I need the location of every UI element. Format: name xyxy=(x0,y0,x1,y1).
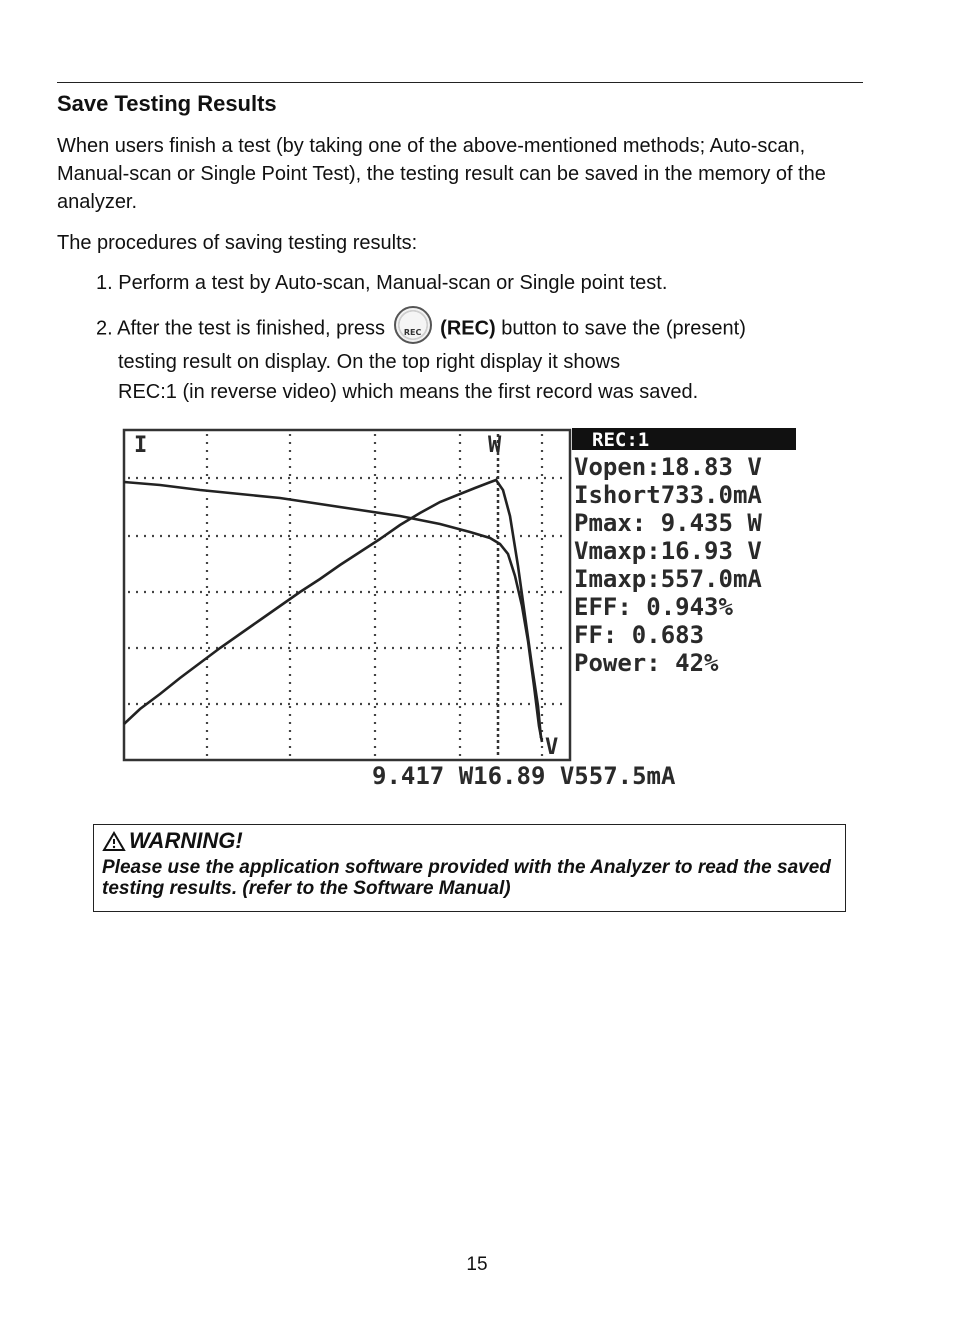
rec-header-text: REC:1 xyxy=(592,429,650,451)
page-number: 15 xyxy=(466,1254,488,1275)
analyzer-lcd-screenshot xyxy=(120,426,800,796)
step-2-line-2: testing result on display. On the top right display it shows xyxy=(118,351,621,373)
axis-i-label: I xyxy=(134,433,148,458)
reading-ff: FF: 0.683 xyxy=(574,621,705,649)
step-2-text-after: button to save the (present) xyxy=(501,317,746,340)
step-2-note: REC:1 (in reverse video) which means the first record was saved. xyxy=(118,381,699,403)
rec-button-label: (REC) xyxy=(440,317,496,340)
reading-vopen: Vopen:18.83 V xyxy=(574,453,762,481)
rec-button-icon xyxy=(394,306,432,344)
reading-vmaxp: Vmaxp:16.93 V xyxy=(574,537,762,565)
warning-body: Please use the application software provided with the Analyzer to read the saved testing results. (refer to the Software Manual) xyxy=(102,857,831,899)
step-1: 1. Perform a test by Auto-scan, Manual-scan or Single point test. xyxy=(96,272,668,294)
step-2 xyxy=(96,310,856,376)
axis-v-label: V xyxy=(545,735,559,760)
warning-header xyxy=(102,827,837,855)
warning-box xyxy=(93,824,846,912)
reading-imaxp: Imaxp:557.0mA xyxy=(574,565,762,593)
warning-triangle-icon xyxy=(102,831,126,852)
reading-power: Power: 42% xyxy=(574,649,719,677)
rec-icon-label: REC xyxy=(403,328,422,337)
step-2-text: 2. After the test is finished, press xyxy=(96,317,386,340)
cursor-readout: 9.417 W16.89 V557.5mA xyxy=(372,762,676,790)
reading-ishort: Ishort733.0mA xyxy=(574,481,762,509)
intro-paragraph: When users finish a test (by taking one of the above-mentioned methods; Auto-scan, Manual-scan or Single Point Test), the testing result can be saved in the memory of the analyzer. xyxy=(57,135,826,213)
axis-w-label: W xyxy=(488,433,502,458)
top-rule xyxy=(57,82,863,83)
section-title: Save Testing Results xyxy=(57,91,277,116)
reading-pmax: Pmax: 9.435 W xyxy=(574,509,762,537)
plot-frame xyxy=(124,430,570,760)
warning-title: WARNING! xyxy=(129,828,243,853)
readings-panel xyxy=(574,453,762,677)
procedures-label: The procedures of saving testing results: xyxy=(57,232,418,254)
reading-eff: EFF: 0.943% xyxy=(574,593,733,621)
